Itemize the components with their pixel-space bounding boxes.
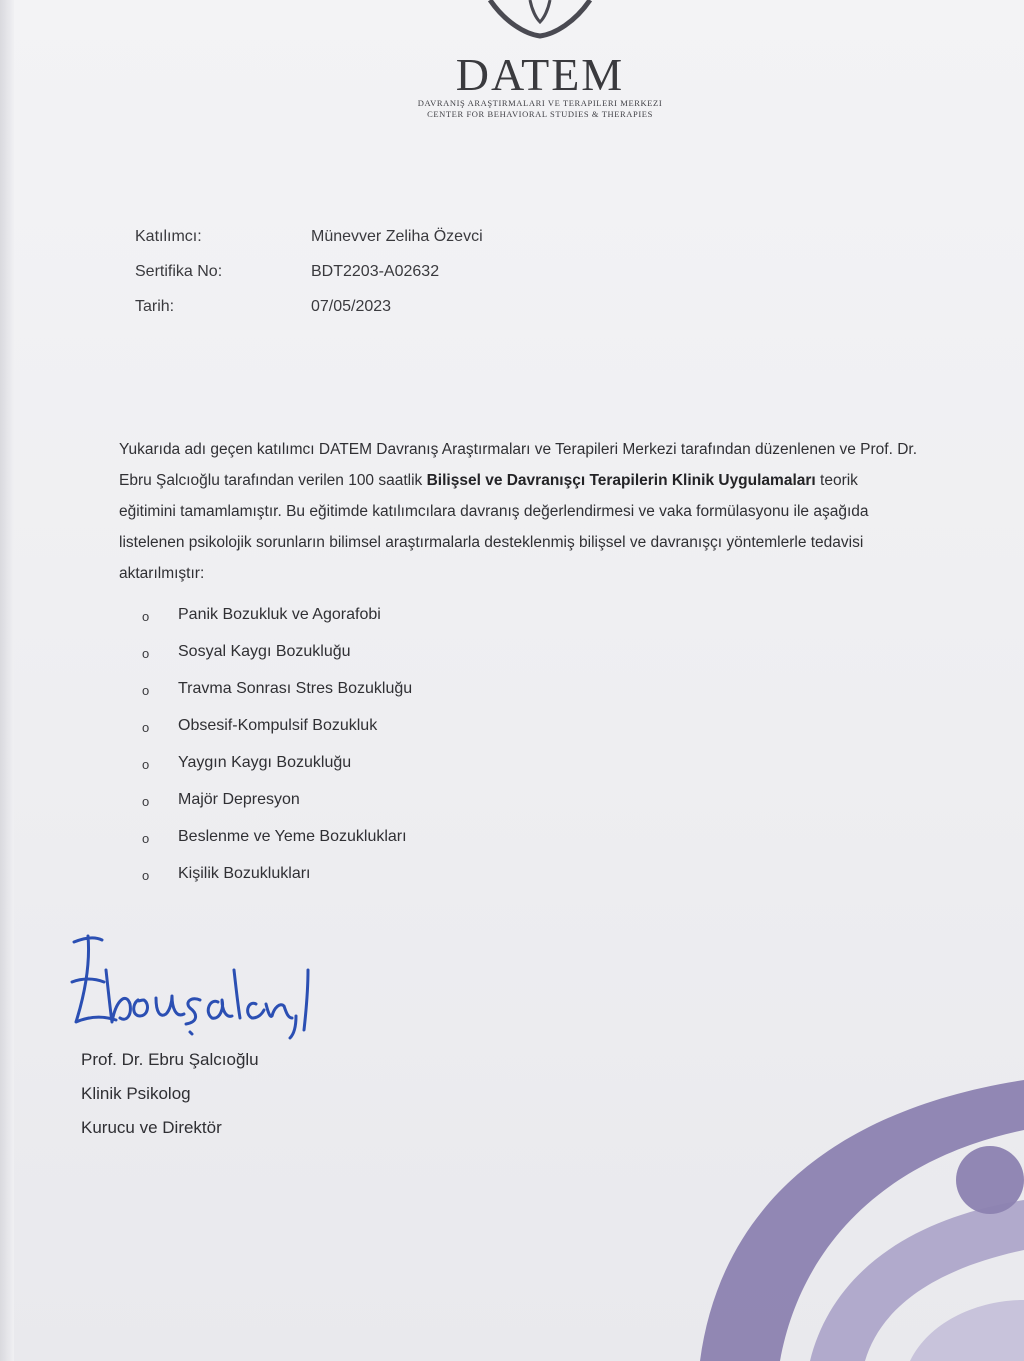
logo-heart-icon (470, 0, 610, 42)
list-item-text: Panik Bozukluk ve Agorafobi (178, 606, 381, 623)
course-name: Bilişsel ve Davranışçı Terapilerin Klinik Uygulamaları (426, 472, 816, 489)
signatory-title: Klinik Psikolog (81, 1084, 191, 1103)
logo-subtitle-tr: DAVRANIŞ ARAŞTIRMALARI VE TERAPILERI MERKEZI (417, 98, 663, 108)
handwritten-signature (60, 930, 320, 1040)
logo-title: DATEM (455, 49, 625, 100)
bullet-icon: o (142, 868, 150, 883)
bullet-icon: o (142, 683, 150, 698)
signatory-role: Kurucu ve Direktör (81, 1118, 222, 1137)
certificate-label: Sertifika No: (135, 263, 223, 280)
list-item-text: Yaygın Kaygı Bozukluğu (178, 754, 352, 771)
list-item-text: Kişilik Bozuklukları (178, 865, 311, 882)
bullet-icon: o (142, 831, 150, 846)
list-item-text: Beslenme ve Yeme Bozuklukları (178, 828, 407, 845)
signatory-block (81, 1050, 259, 1152)
list-item-text: Obsesif-Kompulsif Bozukluk (178, 717, 378, 734)
signatory-name: Prof. Dr. Ebru Şalcıoğlu (81, 1050, 259, 1069)
list-item-text: Majör Depresyon (178, 791, 300, 808)
bullet-icon: o (142, 646, 150, 661)
logo-subtitle-en: CENTER FOR BEHAVIORAL STUDIES & THERAPIES (427, 109, 653, 119)
participant-label: Katılımcı: (135, 228, 202, 245)
bullet-icon: o (142, 720, 150, 735)
bullet-icon: o (142, 757, 150, 772)
page-edge-shadow (0, 0, 14, 1361)
bullet-icon: o (142, 794, 150, 809)
list-item-text: Travma Sonrası Stres Bozukluğu (178, 680, 413, 697)
date-value: 07/05/2023 (311, 298, 392, 315)
list-item-text: Sosyal Kaygı Bozukluğu (178, 643, 351, 660)
participant-value: Münevver Zeliha Özevci (311, 228, 483, 245)
date-label: Tarih: (135, 298, 175, 315)
body-paragraph (119, 434, 919, 589)
body-text-part1: Yukarıda adı geçen katılımcı DATEM Davranış Araştırmaları ve Terapileri Merkezi tarafından düzenlenen ve Prof. Dr. Ebru Şalcıoğlu tarafından verilen 100 saatlik (119, 441, 918, 489)
certificate-value: BDT2203-A02632 (311, 263, 440, 280)
bullet-icon: o (142, 609, 150, 624)
body-text-part2: teorik eğitimini tamamlamıştır. Bu eğitimde katılımcılara davranış değerlendirmesi ve vaka formülasyonu ile aşağıda listelenen psikolojik sorunların bilimsel araştırmalarla desteklenmiş bilişsel ve davranışçı yöntemlerle tedavisi aktarılmıştır: (119, 472, 869, 582)
datem-logo (390, 0, 690, 130)
decorative-swoosh-icon (660, 1050, 1024, 1361)
